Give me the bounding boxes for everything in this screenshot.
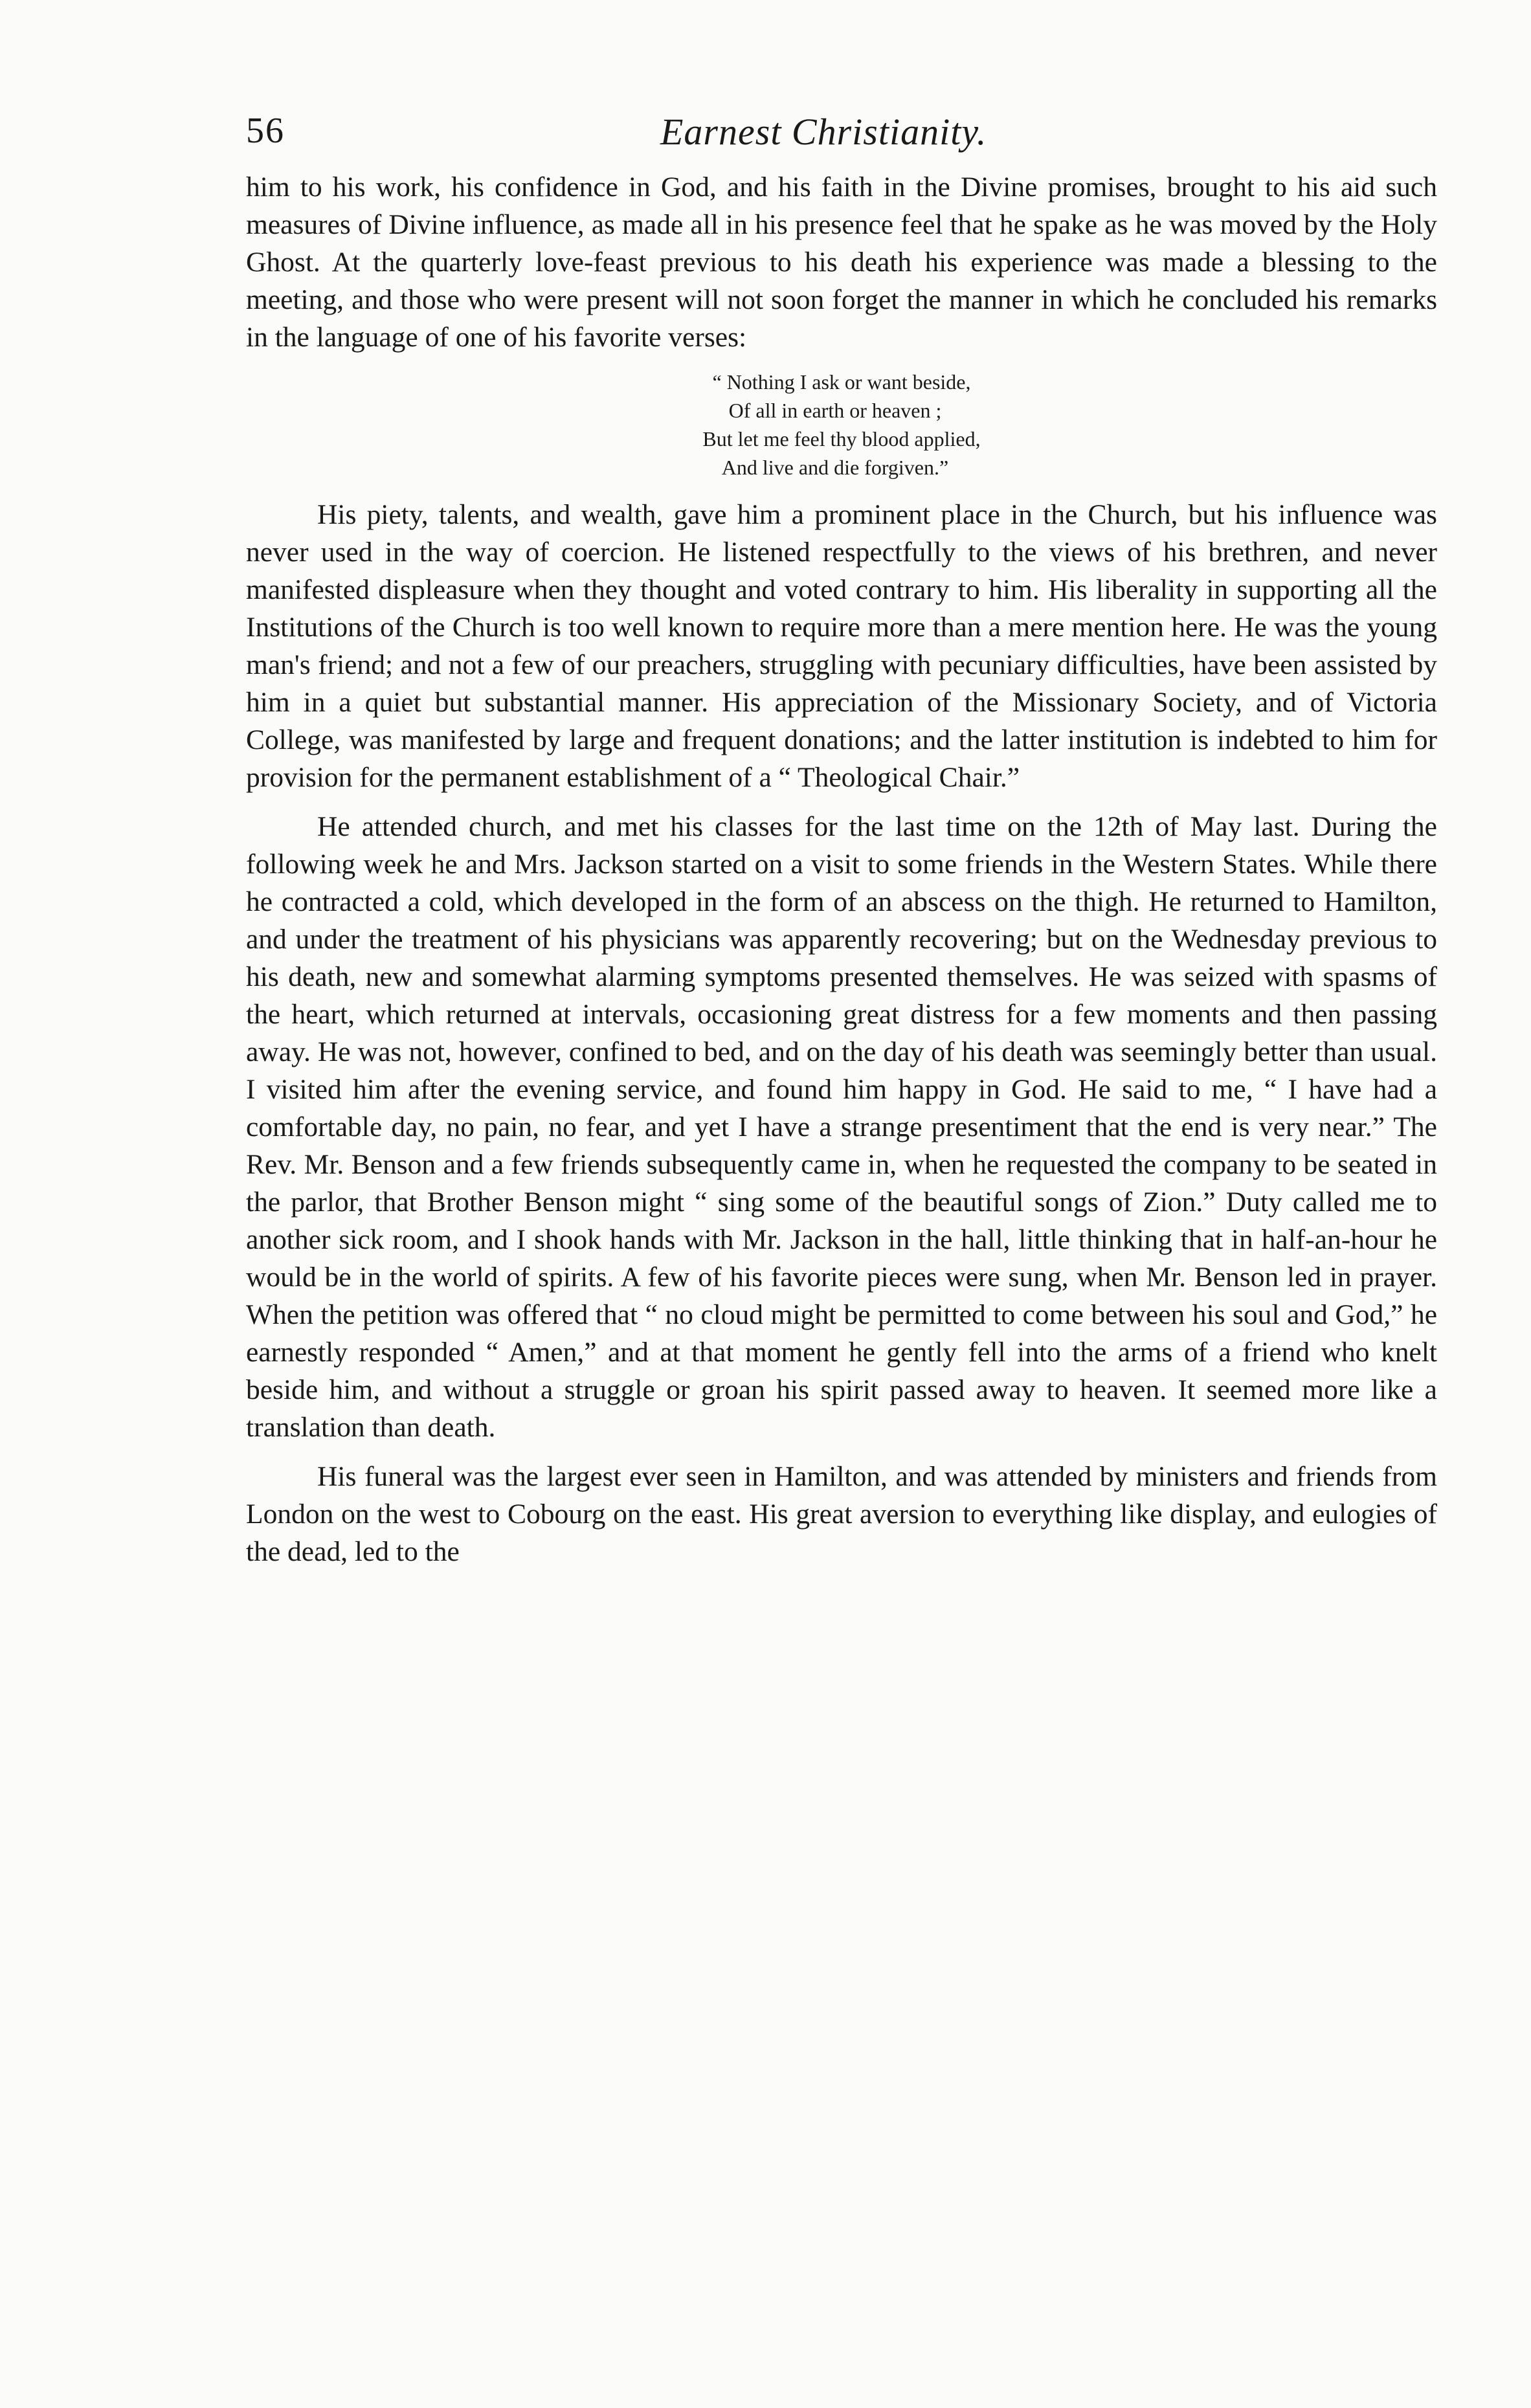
verse-line: And live and die forgiven.” xyxy=(721,456,949,479)
verse-line: Of all in earth or heaven ; xyxy=(728,399,942,422)
verse-line: “ Nothing I ask or want beside, xyxy=(712,370,971,394)
hymn-verse xyxy=(246,368,1437,482)
paragraph-funeral: His funeral was the largest ever seen in Hamilton, and was attended by ministers and friends from London on the west to Cobourg on the east. His great aversion to everything like display, and eulogies of the dead, led to the xyxy=(246,1461,1437,1567)
verse-line: But let me feel thy blood applied, xyxy=(702,427,981,451)
paragraph-piety: His piety, talents, and wealth, gave him a prominent place in the Church, but his influence was never used in the way of coercion. He listened respectfully to the views of his brethren, and never manifested displeasure when they thought and voted contrary to him. His liberality in supporting all the Institutions of the Church is too well known to require more than a mere mention here. He was the young man's friend; and not a few of our preachers, struggling with pecuniary difficulties, have been assisted by him in a quiet but substantial manner. His appreciation of the Missionary Society, and of Victoria College, was manifested by large and frequent donations; and the latter institution is indebted to him for provision for the permanent establishment of a “ Theological Chair.” xyxy=(246,499,1437,793)
paragraph-final-illness: He attended church, and met his classes for the last time on the 12th of May last. During the following week he and Mrs. Jackson started on a visit to some friends in the Western States. While there he contracted a cold, which developed in the form of an abscess on the thigh. He returned to Hamilton, and under the treatment of his physicians was apparently recovering; but on the Wednesday previous to his death, new and somewhat alarming symptoms presented themselves. He was seized with spasms of the heart, which returned at intervals, occasioning great distress for a few moments and then passing away. He was not, however, confined to bed, and on the day of his death was seemingly better than usual. I visited him after the evening service, and found him happy in God. He said to me, “ I have had a comfortable day, no pain, no fear, and yet I have a strange presentiment that the end is very near.” The Rev. Mr. Benson and a few friends subsequently came in, when he requested the company to be seated in the parlor, that Brother Benson might “ sing some of the beautiful songs of Zion.” Duty called me to another sick room, and I shook hands with Mr. Jackson in the hall, little thinking that in half-an-hour he would be in the world of spirits. A few of his favorite pieces were sung, when Mr. Benson led in prayer. When the petition was offered that “ no cloud might be permitted to come between his soul and God,” he earnestly responded “ Amen,” and at that moment he gently fell into the arms of a friend who knelt beside him, and without a struggle or groan his spirit passed away to heaven. It seemed more like a translation than death. xyxy=(246,811,1437,1443)
running-title: Earnest Christianity. xyxy=(660,111,987,153)
page-header xyxy=(246,97,1437,168)
book-page xyxy=(246,97,1437,1570)
page-number: 56 xyxy=(246,111,285,151)
paragraph-continued: him to his work, his confidence in God, and his faith in the Divine promises, brought to his aid such measures of Divine influence, as made all in his presence feel that he spake as he was moved by the Holy Ghost. At the quarterly love-feast previous to his death his experience was made a blessing to the meeting, and those who were present will not soon forget the manner in which he concluded his remarks in the language of one of his favorite verses: xyxy=(246,172,1437,353)
